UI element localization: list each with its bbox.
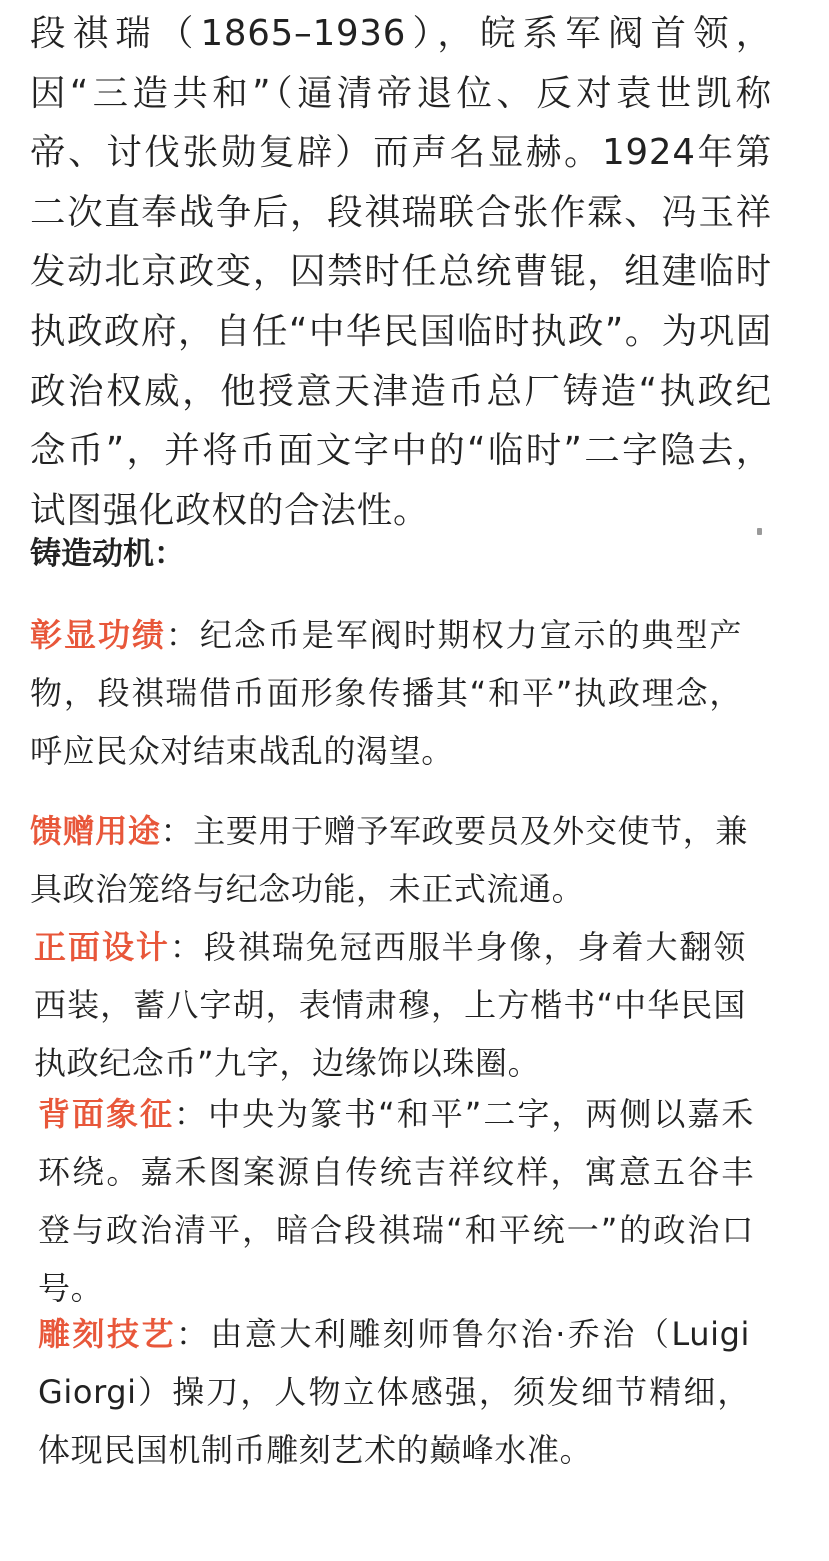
list-item-reverse-symbolism <box>38 1085 754 1317</box>
item-term: 正面设计 <box>34 928 170 966</box>
item-text: 由意大利雕刻师鲁尔治·乔治（Luigi Giorgi）操刀，人物立体感强，须发细节精细，体现民国机制币雕刻艺术的巅峰水准。 <box>38 1315 750 1469</box>
item-colon: ： <box>174 1095 209 1133</box>
item-colon: ： <box>165 616 200 654</box>
item-text: 纪念币是军阀时期权力宣示的典型产物，段祺瑞借币面形象传播其“和平”执政理念，呼应民众对结束战乱的渴望。 <box>30 616 743 770</box>
item-term: 背面象征 <box>38 1095 175 1133</box>
item-term: 雕刻技艺 <box>38 1315 176 1353</box>
list-item-engraving <box>38 1305 750 1479</box>
item-text: 主要用于赠予军政要员及外交使节，兼具政治笼络与纪念功能，未正式流通。 <box>30 812 748 908</box>
stray-dot <box>757 528 762 535</box>
list-item-gift-use <box>30 802 748 918</box>
item-term: 馈赠用途 <box>30 812 161 850</box>
item-text: 段祺瑞免冠西服半身像，身着大翻领西装，蓄八字胡，表情肃穆，上方楷书“中华民国执政纪念币”九字，边缘饰以珠圈。 <box>34 928 747 1082</box>
item-text: 中央为篆书“和平”二字，两侧以嘉禾环绕。嘉禾图案源自传统吉祥纹样，寓意五谷丰登与政治清平，暗合段祺瑞“和平统一”的政治口号。 <box>38 1095 754 1307</box>
section-heading: 铸造动机： <box>30 536 185 572</box>
list-item-commemorate <box>30 606 742 780</box>
item-term: 彰显功绩 <box>30 616 166 654</box>
item-colon: ： <box>169 928 204 966</box>
item-colon: ： <box>175 1315 211 1353</box>
intro-paragraph: 段祺瑞（1865–1936），皖系军阀首领，因“三造共和”（逼清帝退位、反对袁世凯称帝、讨伐张勋复辟）而声名显赫。1924年第二次直奉战争后，段祺瑞联合张作霖、冯玉祥发动北京政变，囚禁时任总统曹锟，组建临时执政政府，自任“中华民国临时执政”。为巩固政治权威，他授意天津造币总厂铸造“执政纪念币”，并将币面文字中的“临时”二字隐去，试图强化政权的合法性。 <box>30 13 772 531</box>
item-colon: ： <box>160 812 194 850</box>
list-item-obverse-design <box>34 918 746 1092</box>
